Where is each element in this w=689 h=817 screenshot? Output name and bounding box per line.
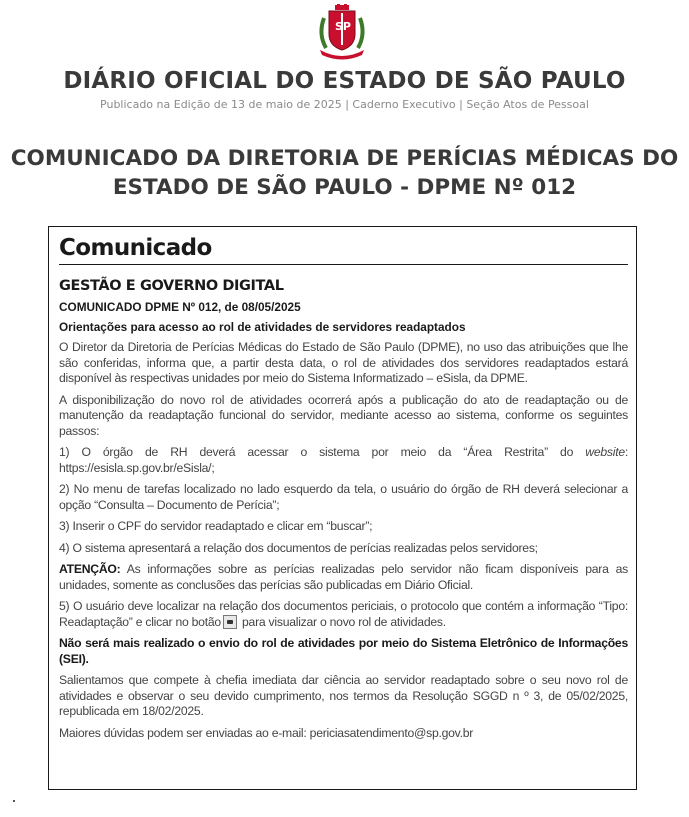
step-5-text-b: para visualizar o novo rol de atividades. xyxy=(238,614,446,629)
crest-letters: SP xyxy=(335,20,351,33)
view-document-button-icon xyxy=(223,615,237,629)
stray-dot xyxy=(13,800,15,802)
step-5 xyxy=(59,599,628,630)
sao-paulo-coat-of-arms-icon xyxy=(312,4,372,62)
paragraph-responsibility: Salientamos que compete à chefia imediata dar ciência ao servidor readaptado sobre o seu novo rol de atividades e observar o seu devido cumprimento, nos termos da Resolução SGGD n º 3, de 05/02/2025, republicada em 18/02/2025. xyxy=(59,673,628,718)
communique-subject: Orientações para acesso ao rol de atividades de servidores readaptados xyxy=(59,320,466,334)
communique-box xyxy=(48,226,637,790)
attention-note xyxy=(59,562,628,593)
communique-reference: COMUNICADO DPME Nº 012, de 08/05/2025 xyxy=(59,300,301,314)
document-title-line-2: ESTADO DE SÃO PAULO - DPME Nº 012 xyxy=(112,175,577,200)
sei-notice: Não será mais realizado o envio do rol de atividades por meio do Sistema Eletrônico de Informações (SEI). xyxy=(59,636,628,666)
paragraph-availability: A disponibilização do novo rol de atividades ocorrerá após a publicação do ato de readaptação ou de manutenção da readaptação funcional do servidor, mediante acesso ao sistema, conforme os seguintes passos: xyxy=(59,392,628,438)
document-title-line-1: COMUNICADO DA DIRETORIA DE PERÍCIAS MÉDICAS DO xyxy=(10,146,679,171)
step-5-text-a: 5) O usuário deve localizar na relação dos documentos periciais, o protocolo que contém a informação “Tipo: Readaptação” e clicar no botão xyxy=(59,599,628,629)
step-1 xyxy=(59,445,628,476)
paragraph-intro: O Diretor da Diretoria de Perícias Médicas do Estado de São Paulo (DPME), no uso das atribuições que lhe são conferidas, informa que, a partir desta data, o rol de atividades dos servidores readaptados estará disponível às respectivas unidades por meio do Sistema Informatizado – eSisla, da DPME. xyxy=(59,340,628,385)
contact-line: Maiores dúvidas podem ser enviadas ao e-mail: periciasatendimento@sp.gov.br xyxy=(59,725,474,740)
step-1-text-b: : https://esisla.sp.gov.br/eSisla/; xyxy=(59,445,628,475)
step-1-website: website xyxy=(585,445,625,459)
attention-label: ATENÇÃO: xyxy=(59,562,121,576)
step-3: 3) Inserir o CPF do servidor readaptado e clicar em “buscar”; xyxy=(59,519,373,533)
step-1-text-a: 1) O órgão de RH deverá acessar o sistema por meio da “Área Restrita” do xyxy=(59,445,586,459)
step-4: 4) O sistema apresentará a relação dos documentos de perícias realizadas pelos servidores; xyxy=(59,540,538,555)
section-title: GESTÃO E GOVERNO DIGITAL xyxy=(59,278,284,294)
step-2: 2) No menu de tarefas localizado no lado esquerdo da tela, o usuário do órgão de RH deverá selecionar a opção “Consulta – Documento de Perícia”; xyxy=(59,482,628,512)
box-heading: Comunicado xyxy=(59,235,628,265)
gazette-title: DIÁRIO OFICIAL DO ESTADO DE SÃO PAULO xyxy=(63,68,626,94)
publication-line: Publicado na Edição de 13 de maio de 2025 | Caderno Executivo | Seção Atos de Pessoal xyxy=(100,98,589,111)
attention-text: As informações sobre as perícias realizadas pelo servidor não ficam disponíveis para as unidades, somente as conclusões das perícias são publicadas em Diário Oficial. xyxy=(59,562,628,592)
document-title xyxy=(8,144,681,202)
